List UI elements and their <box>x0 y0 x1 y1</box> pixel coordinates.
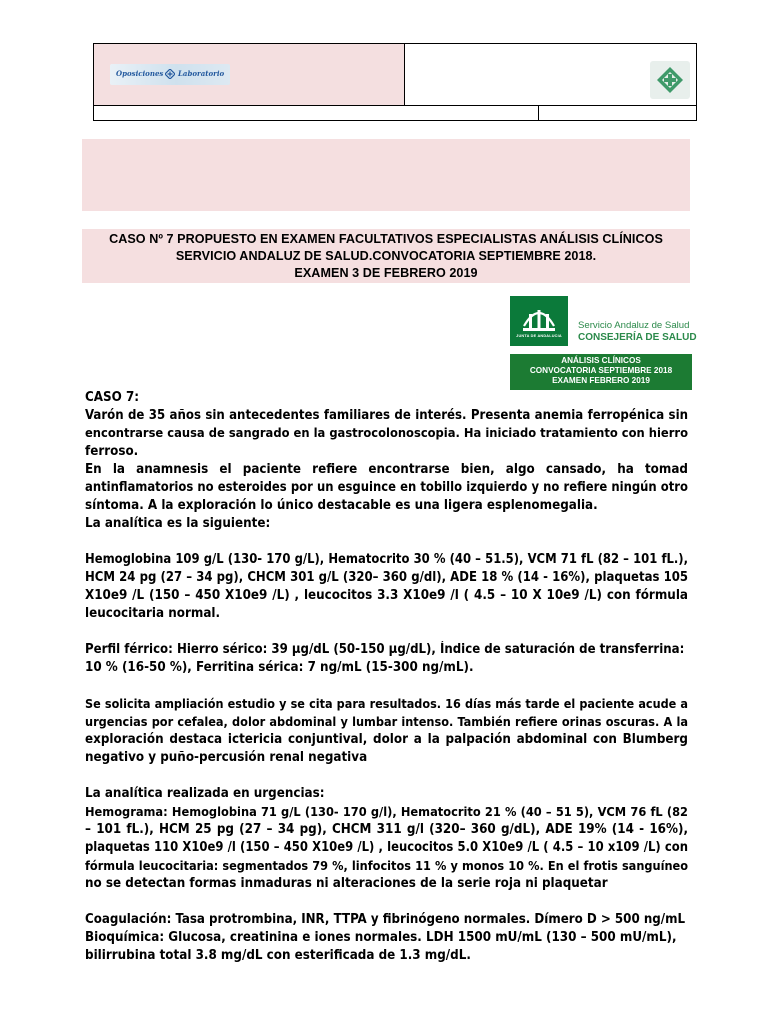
header-row-divider <box>538 106 539 121</box>
consejeria-name: CONSEJERÍA DE SALUD <box>578 332 697 343</box>
oposiciones-laboratorio-logo <box>110 64 230 85</box>
case-title-line-1: CASO Nº 7 PROPUESTO EN EXAMEN FACULTATIVOS ESPECIALISTAS ANÁLISIS CLÍNICOS <box>109 232 663 246</box>
body-line: La analítica realizada en urgencias: <box>85 786 325 801</box>
junta-andalucia-logo <box>510 296 697 391</box>
junta-shield-icon <box>510 296 568 346</box>
body-line: encontrarse causa de sangrado en la gastrocolonoscopia. Ha iniciado tratamiento con hierro <box>85 426 688 441</box>
case-title-line-2: SERVICIO ANDALUZ DE SALUD.CONVOCATORIA SEPTIEMBRE 2018. <box>175 249 597 263</box>
body-line: negativo y puño-percusión renal negativa <box>85 750 368 765</box>
junta-shield-label: JUNTA DE ANDALUCIA <box>516 334 562 338</box>
body-line: bilirrubina total 3.8 mg/dL con esterificada de 1.3 mg/dL. <box>85 948 471 963</box>
body-line: En la anamnesis el paciente refiere encontrarse bien, algo cansado, ha tomad <box>85 462 688 477</box>
band-line-1: ANÁLISIS CLÍNICOS <box>561 356 641 365</box>
body-line: Coagulación: Tasa protrombina, INR, TTPA y fibrinógeno normales. Dímero D > 500 ng/mL <box>85 912 686 927</box>
body-line: Perfil férrico: Hierro sérico: 39 µg/dL (50-150 µg/dL), Índice de saturación de transferrina: <box>85 642 685 657</box>
diamond-cross-icon <box>165 69 175 79</box>
body-line: urgencias por cefalea, dolor abdominal y lumbar intenso. También refiere orinas oscuras. A la <box>85 714 688 729</box>
body-line: Hemoglobina 109 g/L (130- 170 g/L), Hematocrito 30 % (40 – 51.5), VCM 71 fL (82 – 101 fL.), <box>85 552 688 567</box>
junta-green-band <box>510 354 692 390</box>
paragraph-gap <box>85 533 688 551</box>
paragraph-gap <box>85 677 688 695</box>
empty-pink-box <box>82 139 690 211</box>
body-line: Hemograma: Hemoglobina 71 g/L (130- 170 g/l), Hematocrito 21 % (40 – 51 5), VCM 76 fL (82 <box>85 804 688 819</box>
case-title-band <box>82 229 690 283</box>
body-line: no se detectan formas inmaduras ni alteraciones de la serie roja ni plaquetar <box>85 876 608 891</box>
case-body-text <box>85 389 688 965</box>
body-line: Varón de 35 años sin antecedentes familiares de interés. Presenta anemia ferropénica sin <box>85 408 688 423</box>
body-line: antinflamatorios no esteroides por un esguince en tobillo izquierdo y no refiere ningún otro <box>85 480 688 495</box>
body-line: síntoma. A la exploración lo único destacable es una ligera esplenomegalia. <box>85 498 598 513</box>
header-table <box>93 43 697 121</box>
body-line: plaquetas 110 X10e9 /l (150 – 450 X10e9 /L) , leucocitos 5.0 X10e9 /L ( 4.5 – 10 x109 /L) con <box>85 840 688 855</box>
paragraph-gap <box>85 623 688 641</box>
paragraph-gap <box>85 893 688 911</box>
body-line: ferroso. <box>85 444 139 459</box>
sas-name: Servicio Andaluz de Salud <box>578 320 690 331</box>
body-line: Se solicita ampliación estudio y se cita para resultados. 16 días más tarde el paciente acude a <box>85 696 688 711</box>
body-line: – 101 fL.), HCM 25 pg (27 – 34 pg), CHCM 311 g/l (320– 360 g/dL), ADE 19% (14 - 16%), <box>85 822 688 837</box>
header-right-cell <box>405 44 697 105</box>
body-line: fórmula leucocitaria: segmentados 79 %, linfocitos 11 % y monos 10 %. En el frotis sanguíneo <box>85 858 688 873</box>
lab-logo-right-text: Laboratorio <box>178 69 225 78</box>
body-line: La analítica es la siguiente: <box>85 516 271 531</box>
body-line: 10 % (16-50 %), Ferritina sérica: 7 ng/mL (15-300 ng/mL). <box>85 660 474 675</box>
header-logo-cell <box>94 44 405 105</box>
lab-logo-left-text: Oposiciones <box>116 69 164 78</box>
body-line: X10e9 /L (150 – 450 X10e9 /L) , leucocitos 3.3 X10e9 /l ( 4.5 – 10 X 10e9 /L) con fórmula <box>85 588 688 603</box>
body-line: HCM 24 pg (27 – 34 pg), CHCM 301 g/L (320– 360 g/dl), ADE 18 % (14 - 16%), plaquetas 105 <box>85 570 688 585</box>
sas-diamond-icon <box>650 61 690 99</box>
body-line: leucocitaria normal. <box>85 606 221 621</box>
body-line: Bioquímica: Glucosa, creatinina e iones normales. LDH 1500 mU/mL (130 – 500 mU/mL), <box>85 930 677 945</box>
band-line-3: EXAMEN FEBRERO 2019 <box>552 376 650 385</box>
band-line-2: CONVOCATORIA SEPTIEMBRE 2018 <box>529 366 673 375</box>
body-line: CASO 7: <box>85 390 140 405</box>
body-line: exploración destaca ictericia conjuntival, dolor a la palpación abdominal con Blumberg <box>85 732 688 747</box>
case-title-line-3: EXAMEN 3 DE FEBRERO 2019 <box>294 266 478 280</box>
paragraph-gap <box>85 767 688 785</box>
header-second-row <box>94 105 696 121</box>
